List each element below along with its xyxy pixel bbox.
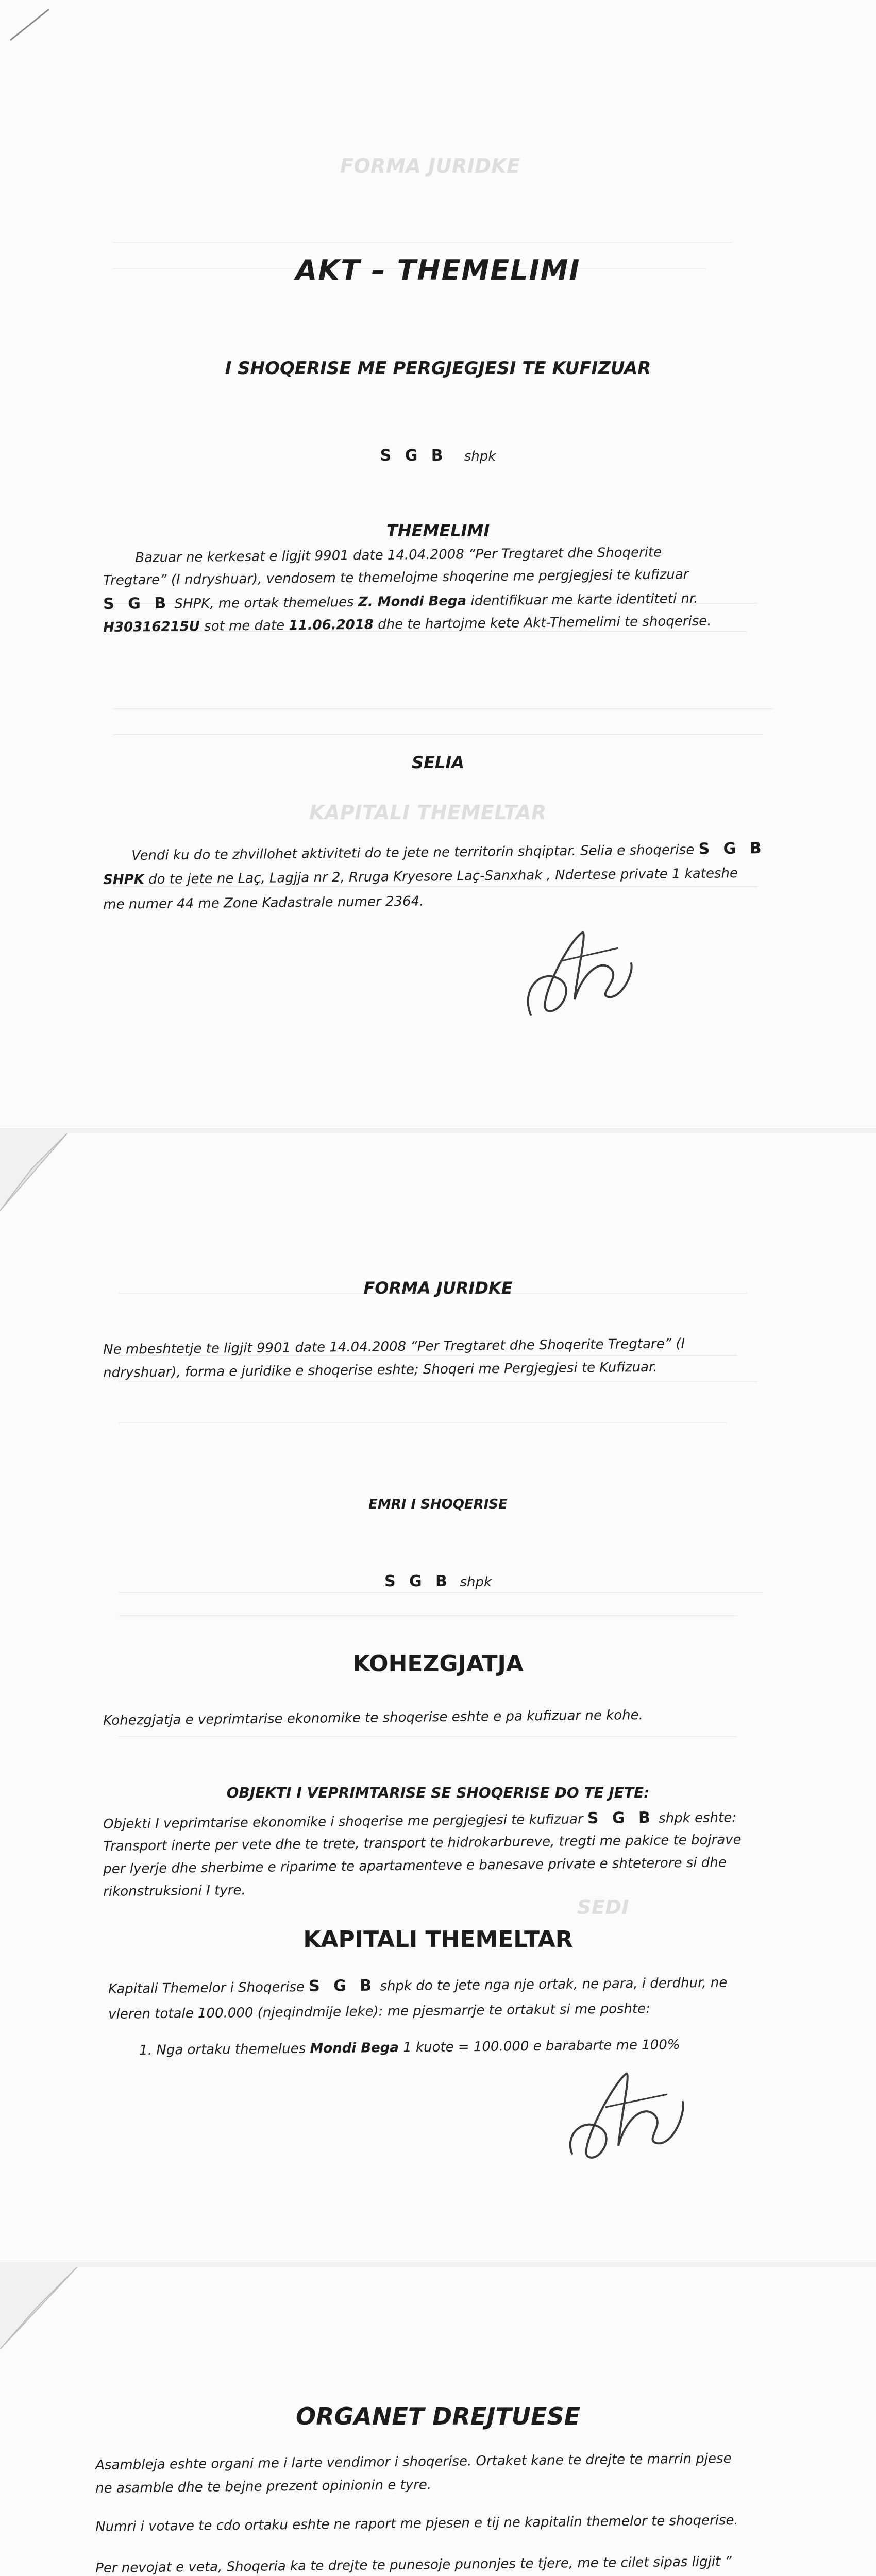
- paragraph-line: ne asamble dhe te bejne prezent opinionin e tyre.: [95, 2477, 432, 2496]
- company-name: S G B shpk: [384, 1572, 492, 1590]
- paragraph-line: per lyerje dhe sherbime e riparime te apartamenteve e banesave private e shteterore si dhe: [103, 1855, 727, 1877]
- section-heading-forma: FORMA JURIDKE: [363, 1278, 513, 1298]
- ghost-line: [113, 734, 763, 735]
- section-heading-kohezgjatja: KOHEZGJATJA: [352, 1651, 524, 1677]
- ghost-heading: SEDI: [577, 1896, 630, 1919]
- section-heading-emri: EMRI I SHOQERISE: [368, 1497, 508, 1512]
- ghost-line: [119, 1422, 727, 1423]
- ghost-line: [119, 1615, 737, 1616]
- paragraph-line: Kapitali Themelor i Shoqerise S G B shpk do te jete nga nje ortak, ne para, i derdhur, ne: [108, 1975, 728, 1997]
- paragraph-line: rikonstruksioni I tyre.: [103, 1883, 246, 1900]
- paragraph-line: S G B SHPK, me ortak themelues Z. Mondi Bega identifikuar me karte identiteti nr.: [103, 590, 698, 613]
- signature-icon: [557, 2056, 701, 2174]
- section-heading-selia: SELIA: [412, 753, 464, 772]
- ghost-line: [113, 708, 773, 709]
- paragraph-line: Bazuar ne kerkesat e ligjit 9901 date 14.04.2008 “Per Tregtaret dhe Shoqerite: [135, 545, 662, 566]
- ghost-line: [119, 1736, 737, 1737]
- paragraph-line: Kohezgjatja e veprimtarise ekonomike te shoqerise eshte e pa kufizuar ne kohe.: [103, 1707, 644, 1728]
- document-subtitle: I SHOQERISE ME PERGJEGJESI TE KUFIZUAR: [225, 358, 651, 379]
- paragraph-line: me numer 44 me Zone Kadastrale numer 2364.: [103, 893, 424, 912]
- paragraph-line: Tregtare” (I ndryshuar), vendosem te themelojme shoqerine me pergjegjesi te kufizuar: [103, 567, 689, 588]
- document-title: AKT – THEMELIMI: [295, 254, 581, 286]
- pen-mark-icon: [0, 0, 62, 62]
- section-heading-kapitali: KAPITALI THEMELTAR: [303, 1926, 573, 1953]
- ghost-heading: FORMA JURIDKE: [340, 155, 520, 177]
- section-heading-themelimi: THEMELIMI: [386, 521, 490, 540]
- paragraph-line: ndryshuar), forma e juridike e shoqerise eshte; Shoqeri me Pergjegjesi te Kufizuar.: [103, 1359, 658, 1381]
- list-item: 1. Nga ortaku themelues Mondi Bega 1 kuote = 100.000 e barabarte me 100%: [139, 2037, 680, 2058]
- section-heading-objekti: OBJEKTI I VEPRIMTARISE SE SHOQERISE DO TE JETE:: [226, 1784, 650, 1801]
- paragraph-line: Ne mbeshtetje te ligjit 9901 date 14.04.2008 “Per Tregtaret dhe Shoqerite Tregtare” (I: [103, 1336, 685, 1358]
- document-page-3: [0, 2267, 876, 2576]
- company-name: S G B shpk: [380, 447, 496, 465]
- document-page-2: [0, 1133, 876, 2262]
- document-page-1: [0, 0, 876, 1128]
- ghost-line: [113, 242, 732, 243]
- paragraph-line: SHPK do te jete ne Laç, Lagjja nr 2, Rruga Kryesore Laç-Sanxhak , Ndertese private 1 kateshe: [103, 866, 738, 888]
- folded-corner-icon: [0, 2267, 82, 2354]
- folded-corner-icon: [0, 1133, 72, 1216]
- paragraph-line: Numri i votave te cdo ortaku eshte ne raport me pjesen e tij ne kapitalin themelor te shoqerise.: [95, 2512, 738, 2535]
- paragraph-line: Vendi ku do te zhvillohet aktiviteti do te jete ne territorin shqiptar. Selia e shoqerise S G B: [131, 839, 766, 863]
- section-heading-organet: ORGANET DREJTUESE: [295, 2402, 581, 2430]
- paragraph-line: Asambleja eshte organi me i larte vendimor i shoqerise. Ortaket kane te drejte te marrin pjese: [95, 2451, 732, 2473]
- ghost-heading: KAPITALI THEMELTAR: [309, 801, 547, 824]
- signature-icon: [510, 912, 644, 1030]
- paragraph-line: Per nevojat e veta, Shoqeria ka te drejte te punesoje punonjes te tjere, me te cilet sipas ligjit ”: [95, 2554, 732, 2576]
- paragraph-line: Transport inerte per vete dhe te trete, transport te hidrokarbureve, tregti me pakice te bojrave: [103, 1832, 742, 1854]
- paragraph-line: Objekti I veprimtarise ekonomike i shoqerise me pergjegjesi te kufizuar S G B shpk eshte:: [103, 1808, 737, 1832]
- paragraph-line: vleren totale 100.000 (njeqindmije leke): me pjesmarrje te ortakut si me poshte:: [108, 2001, 651, 2022]
- paragraph-line: H30316215U sot me date 11.06.2018 dhe te hartojme kete Akt-Themelimi te shoqerise.: [103, 613, 712, 635]
